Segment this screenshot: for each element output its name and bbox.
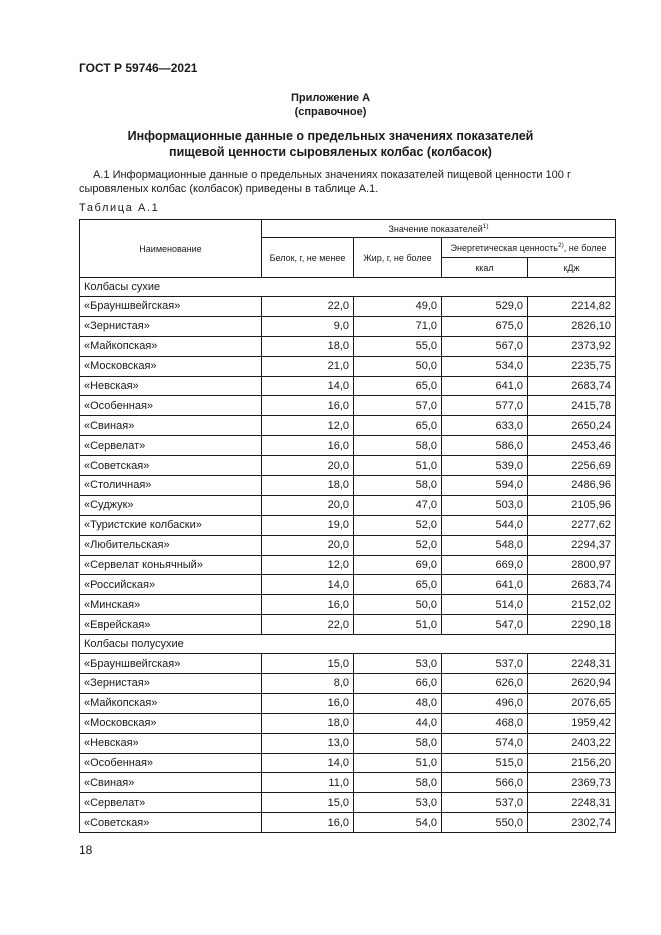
- table-caption: Таблица А.1: [79, 202, 160, 214]
- header-kcal: ккал: [442, 258, 528, 278]
- cell-protein: 22,0: [262, 615, 354, 635]
- cell-fat: 52,0: [354, 535, 442, 555]
- cell-kcal: 567,0: [442, 336, 528, 356]
- cell-fat: 51,0: [354, 753, 442, 773]
- cell-kcal: 503,0: [442, 495, 528, 515]
- table-row: [80, 535, 616, 555]
- cell-kcal: 574,0: [442, 733, 528, 753]
- cell-name: «Невская»: [80, 376, 262, 396]
- cell-kj: 2076,65: [528, 693, 616, 713]
- table-row: [80, 793, 616, 813]
- cell-protein: 16,0: [262, 595, 354, 615]
- cell-protein: 8,0: [262, 674, 354, 694]
- table-row: [80, 476, 616, 496]
- cell-fat: 44,0: [354, 713, 442, 733]
- cell-protein: 20,0: [262, 535, 354, 555]
- cell-fat: 52,0: [354, 515, 442, 535]
- footnote-ref-1: 1): [482, 223, 489, 230]
- table-row: [80, 713, 616, 733]
- cell-fat: 47,0: [354, 495, 442, 515]
- table-row: [80, 575, 616, 595]
- cell-fat: 53,0: [354, 793, 442, 813]
- table-row: [80, 674, 616, 694]
- cell-fat: 69,0: [354, 555, 442, 575]
- footnote-ref-2: 2): [557, 242, 564, 249]
- cell-kj: 2156,20: [528, 753, 616, 773]
- cell-kcal: 633,0: [442, 416, 528, 436]
- cell-fat: 48,0: [354, 693, 442, 713]
- section-title: Колбасы сухие: [80, 278, 616, 297]
- cell-kj: 2369,73: [528, 773, 616, 793]
- cell-kj: 2453,46: [528, 436, 616, 456]
- table-row: [80, 693, 616, 713]
- cell-protein: 18,0: [262, 476, 354, 496]
- cell-kj: 2403,22: [528, 733, 616, 753]
- cell-protein: 16,0: [262, 813, 354, 833]
- table-row: [80, 555, 616, 575]
- cell-name: «Брауншвейгская»: [80, 297, 262, 317]
- table-body: [80, 278, 616, 833]
- cell-name: «Туристские колбаски»: [80, 515, 262, 535]
- cell-name: «Сервелат»: [80, 436, 262, 456]
- cell-protein: 16,0: [262, 436, 354, 456]
- cell-kcal: 669,0: [442, 555, 528, 575]
- cell-protein: 12,0: [262, 416, 354, 436]
- cell-fat: 58,0: [354, 436, 442, 456]
- cell-name: «Особенная»: [80, 396, 262, 416]
- cell-fat: 57,0: [354, 396, 442, 416]
- cell-protein: 18,0: [262, 713, 354, 733]
- cell-name: «Суджук»: [80, 495, 262, 515]
- cell-kj: 2152,02: [528, 595, 616, 615]
- table-row: [80, 297, 616, 317]
- cell-kcal: 577,0: [442, 396, 528, 416]
- cell-protein: 14,0: [262, 753, 354, 773]
- cell-kcal: 529,0: [442, 297, 528, 317]
- header-energy-suffix: , не более: [563, 243, 607, 253]
- page-title-line-2: пищевой ценности сыровяленых колбас (колбасок): [169, 145, 492, 159]
- table-row: [80, 376, 616, 396]
- cell-fat: 58,0: [354, 773, 442, 793]
- cell-name: «Минская»: [80, 595, 262, 615]
- nutrition-table: [79, 219, 616, 833]
- cell-protein: 15,0: [262, 654, 354, 674]
- cell-kj: 2373,92: [528, 336, 616, 356]
- cell-fat: 53,0: [354, 654, 442, 674]
- table-row: [80, 753, 616, 773]
- cell-kcal: 594,0: [442, 476, 528, 496]
- cell-kcal: 586,0: [442, 436, 528, 456]
- cell-fat: 50,0: [354, 595, 442, 615]
- cell-kj: 2290,18: [528, 615, 616, 635]
- cell-protein: 20,0: [262, 456, 354, 476]
- cell-kj: 2415,78: [528, 396, 616, 416]
- cell-kcal: 641,0: [442, 376, 528, 396]
- cell-fat: 65,0: [354, 376, 442, 396]
- cell-kcal: 675,0: [442, 316, 528, 336]
- cell-kj: 2294,37: [528, 535, 616, 555]
- cell-name: «Майкопская»: [80, 336, 262, 356]
- cell-kj: 2302,74: [528, 813, 616, 833]
- cell-kj: 2800,97: [528, 555, 616, 575]
- cell-protein: 16,0: [262, 396, 354, 416]
- cell-name: «Свиная»: [80, 416, 262, 436]
- cell-fat: 49,0: [354, 297, 442, 317]
- cell-kj: 2214,82: [528, 297, 616, 317]
- cell-name: «Зернистая»: [80, 316, 262, 336]
- table-row: [80, 773, 616, 793]
- table-row: [80, 595, 616, 615]
- table-row: [80, 495, 616, 515]
- cell-kj: 2277,62: [528, 515, 616, 535]
- cell-kcal: 539,0: [442, 456, 528, 476]
- cell-kcal: 566,0: [442, 773, 528, 793]
- section-header-row: [80, 635, 616, 654]
- cell-kj: 2683,74: [528, 575, 616, 595]
- cell-kj: 2248,31: [528, 654, 616, 674]
- cell-fat: 51,0: [354, 456, 442, 476]
- header-values-group-label: Значение показателей: [388, 224, 483, 234]
- cell-kcal: 468,0: [442, 713, 528, 733]
- cell-name: «Свиная»: [80, 773, 262, 793]
- cell-kcal: 548,0: [442, 535, 528, 555]
- header-energy-label: Энергетическая ценность: [450, 243, 558, 253]
- cell-name: «Московская»: [80, 356, 262, 376]
- cell-fat: 58,0: [354, 733, 442, 753]
- cell-protein: 16,0: [262, 693, 354, 713]
- cell-kj: 2105,96: [528, 495, 616, 515]
- standard-number: ГОСТ Р 59746—2021: [79, 61, 198, 75]
- table-row: [80, 615, 616, 635]
- table-row: [80, 396, 616, 416]
- cell-protein: 14,0: [262, 376, 354, 396]
- header-kj: кДж: [528, 258, 616, 278]
- table-row: [80, 316, 616, 336]
- cell-kj: 2248,31: [528, 793, 616, 813]
- cell-name: «Сервелат»: [80, 793, 262, 813]
- cell-kcal: 514,0: [442, 595, 528, 615]
- table-row: [80, 733, 616, 753]
- cell-name: «Московская»: [80, 713, 262, 733]
- cell-kcal: 496,0: [442, 693, 528, 713]
- cell-kcal: 537,0: [442, 654, 528, 674]
- cell-protein: 21,0: [262, 356, 354, 376]
- cell-fat: 50,0: [354, 356, 442, 376]
- header-name: Наименование: [80, 220, 262, 278]
- cell-kj: 2620,94: [528, 674, 616, 694]
- cell-name: «Сервелат коньячный»: [80, 555, 262, 575]
- page-number: 18: [79, 843, 93, 857]
- cell-name: «Российская»: [80, 575, 262, 595]
- cell-protein: 11,0: [262, 773, 354, 793]
- appendix-title: Приложение А: [290, 92, 371, 104]
- cell-name: «Зернистая»: [80, 674, 262, 694]
- cell-kj: 1959,42: [528, 713, 616, 733]
- cell-fat: 55,0: [354, 336, 442, 356]
- cell-kj: 2235,75: [528, 356, 616, 376]
- cell-protein: 9,0: [262, 316, 354, 336]
- table-row: [80, 416, 616, 436]
- cell-protein: 14,0: [262, 575, 354, 595]
- cell-protein: 22,0: [262, 297, 354, 317]
- cell-name: «Любительская»: [80, 535, 262, 555]
- cell-kj: 2826,10: [528, 316, 616, 336]
- cell-kcal: 544,0: [442, 515, 528, 535]
- header-values-group: [262, 220, 616, 238]
- header-fat: Жир, г, не более: [354, 238, 442, 278]
- cell-name: «Особенная»: [80, 753, 262, 773]
- header-protein: Белок, г, не менее: [262, 238, 354, 278]
- cell-protein: 15,0: [262, 793, 354, 813]
- table-row: [80, 436, 616, 456]
- appendix-kind: (справочное): [294, 106, 367, 118]
- cell-protein: 12,0: [262, 555, 354, 575]
- cell-fat: 65,0: [354, 575, 442, 595]
- cell-kcal: 537,0: [442, 793, 528, 813]
- table-row: [80, 356, 616, 376]
- cell-fat: 71,0: [354, 316, 442, 336]
- cell-kcal: 515,0: [442, 753, 528, 773]
- table-row: [80, 336, 616, 356]
- cell-fat: 65,0: [354, 416, 442, 436]
- cell-kcal: 550,0: [442, 813, 528, 833]
- cell-name: «Еврейская»: [80, 615, 262, 635]
- cell-kj: 2683,74: [528, 376, 616, 396]
- section-title: Колбасы полусухие: [80, 635, 616, 654]
- table-row: [80, 813, 616, 833]
- table-row: [80, 654, 616, 674]
- cell-protein: 19,0: [262, 515, 354, 535]
- page-title-line-1: Информационные данные о предельных значениях показателей: [127, 129, 534, 143]
- intro-paragraph: А.1 Информационные данные о предельных значениях показателей пищевой ценности 100 г сыровяленых колбас (колбасок) приведены в таблице А.1.: [79, 169, 571, 195]
- cell-protein: 18,0: [262, 336, 354, 356]
- cell-name: «Майкопская»: [80, 693, 262, 713]
- cell-name: «Столичная»: [80, 476, 262, 496]
- cell-protein: 13,0: [262, 733, 354, 753]
- cell-name: «Советская»: [80, 813, 262, 833]
- cell-kcal: 547,0: [442, 615, 528, 635]
- cell-name: «Брауншвейгская»: [80, 654, 262, 674]
- cell-kj: 2256,69: [528, 456, 616, 476]
- cell-fat: 51,0: [354, 615, 442, 635]
- cell-fat: 54,0: [354, 813, 442, 833]
- cell-kcal: 534,0: [442, 356, 528, 376]
- header-energy: [442, 238, 616, 258]
- cell-protein: 20,0: [262, 495, 354, 515]
- cell-kcal: 641,0: [442, 575, 528, 595]
- cell-name: «Невская»: [80, 733, 262, 753]
- table-row: [80, 515, 616, 535]
- cell-kcal: 626,0: [442, 674, 528, 694]
- cell-fat: 58,0: [354, 476, 442, 496]
- cell-fat: 66,0: [354, 674, 442, 694]
- cell-kj: 2650,24: [528, 416, 616, 436]
- cell-name: «Советская»: [80, 456, 262, 476]
- section-header-row: [80, 278, 616, 297]
- cell-kj: 2486,96: [528, 476, 616, 496]
- table-row: [80, 456, 616, 476]
